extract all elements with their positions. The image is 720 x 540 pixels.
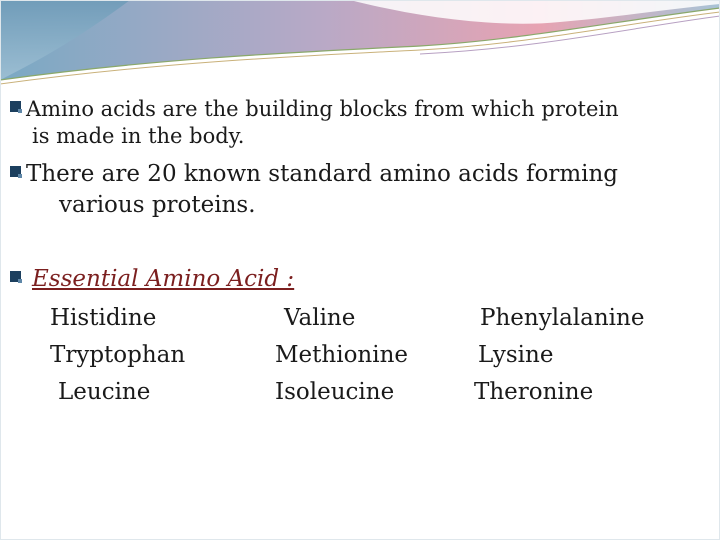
amino-acid-item: Theronine xyxy=(474,379,594,405)
bullet-amino-acids-definition xyxy=(10,96,670,150)
amino-acid-item: Lysine xyxy=(478,342,554,368)
bullet-text-line: Amino acids are the building blocks from which protein xyxy=(26,97,619,121)
bullet-standard-amino-acids xyxy=(10,159,690,221)
square-bullet-icon xyxy=(10,271,22,283)
bullet-essential-amino-acid xyxy=(10,264,294,295)
bullet-text-continuation: various proteins. xyxy=(59,192,256,218)
amino-acid-item: Leucine xyxy=(58,379,151,405)
square-bullet-icon xyxy=(10,166,22,178)
amino-acid-item: Tryptophan xyxy=(50,342,186,368)
bullet-text-continuation: is made in the body. xyxy=(32,124,245,148)
amino-acid-item: Valine xyxy=(284,305,356,331)
header-wave-decoration xyxy=(0,0,720,90)
amino-acid-item: Isoleucine xyxy=(275,379,395,405)
amino-acid-item: Methionine xyxy=(275,342,409,368)
square-bullet-icon xyxy=(10,101,22,113)
amino-acid-item: Phenylalanine xyxy=(480,305,645,331)
amino-acid-item: Histidine xyxy=(50,305,157,331)
bullet-text-line: There are 20 known standard amino acids forming xyxy=(26,161,619,187)
essential-amino-acid-heading: Essential Amino Acid : xyxy=(32,266,295,292)
